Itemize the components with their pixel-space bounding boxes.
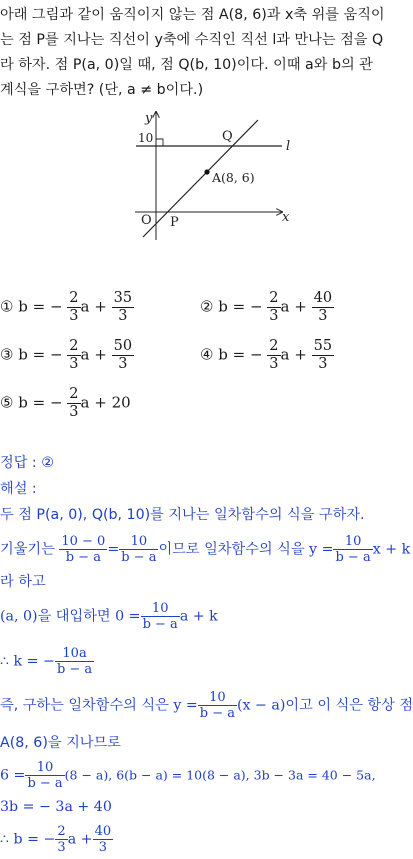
solution-line-2: 기울기는 $\frac{10 - 0}{b - a}$ = $\frac{10}{b - a}$ 이므로 일차함수의 식을 y = $\frac{10}{b - a}$ x + k — [0, 534, 411, 565]
point-q-label: Q — [222, 129, 233, 144]
choice-lhs: b = − — [18, 345, 63, 364]
solution-line-10: ∴ b = − $\frac{2}{3}$ a + $\frac{40}{3}$ — [0, 824, 112, 855]
choice-mid: a + 20 — [80, 393, 131, 412]
fraction: $\frac{2}{3}$ — [69, 338, 79, 372]
solution-line-1: 두 점 P(a, 0), Q(b, 10)를 지나는 일차함수의 식을 구하자. — [0, 507, 365, 523]
choice-lhs: b = − — [18, 393, 63, 412]
fraction: $\frac{40}{3}$ — [313, 290, 333, 324]
fraction: $\frac{2}{3}$ — [69, 386, 79, 420]
solution-heading: 해설 : — [0, 481, 37, 497]
right-angle-mark — [156, 139, 163, 146]
fraction: $\frac{35}{3}$ — [113, 290, 133, 324]
fraction: $\frac{2}{3}$ — [69, 290, 79, 324]
point-a-dot — [204, 169, 209, 174]
solution-line-6: 즉, 구하는 일차함수의 식은 y = $\frac{10}{b - a}$ (x − a)이고 이 식은 항상 점 — [0, 690, 413, 721]
point-p-label: P — [170, 215, 179, 230]
solution-line-7: A(8, 6)을 지나므로 — [0, 735, 121, 751]
line-l-label: l — [286, 139, 291, 154]
fraction: $\frac{2}{3}$ — [269, 338, 279, 372]
origin-label: O — [141, 213, 152, 228]
fraction: $\frac{50}{3}$ — [113, 338, 133, 372]
solution-line-9: 3b = − 3a + 40 — [0, 799, 112, 815]
choice-4[interactable] — [200, 338, 334, 373]
choice-5[interactable] — [0, 386, 131, 421]
choice-lhs: b = − — [218, 297, 263, 316]
choice-mid: a + — [280, 297, 307, 316]
choice-3[interactable] — [0, 338, 134, 373]
choice-mark: ⑤ — [0, 393, 14, 412]
fraction: $\frac{2}{3}$ — [269, 290, 279, 324]
choice-mark: ④ — [200, 345, 214, 364]
coordinate-figure — [0, 0, 400, 250]
choice-mid: a + — [80, 345, 107, 364]
choice-1[interactable] — [0, 290, 134, 325]
problem-line-1: 아래 그림과 같이 움직이지 않는 점 A(8, 6)과 x축 위를 움직이 — [0, 7, 385, 23]
solution-line-5: ∴ k = − $\frac{10a}{b - a}$ — [0, 646, 93, 677]
answer-line: 정답 : ② — [0, 455, 54, 471]
solution-line-3: 라 하고 — [0, 574, 46, 590]
choice-mark: ③ — [0, 345, 14, 364]
problem-line-3: 라 하자. 점 P(a, 0)일 때, 점 Q(b, 10)이다. 이때 a와 b의 관 — [0, 57, 373, 73]
choice-lhs: b = − — [218, 345, 263, 364]
x-axis-label: x — [282, 210, 290, 225]
fraction: $\frac{55}{3}$ — [313, 338, 333, 372]
problem-line-4: 계식을 구하면? (단, a ≠ b이다.) — [0, 82, 204, 98]
choice-mark: ② — [200, 297, 214, 316]
solution-line-4: (a, 0)을 대입하면 0 = $\frac{10}{b - a}$ a + k — [0, 601, 218, 632]
choice-lhs: b = − — [18, 297, 63, 316]
solution-line-8: 6 = $\frac{10}{b - a}$ (8 − a), 6(b − a) = 10(8 − a), 3b − 3a = 40 − 5a, — [0, 760, 376, 791]
problem-line-2: 는 점 P를 지나는 직선이 y축에 수직인 직선 l과 만나는 점을 Q — [0, 32, 384, 48]
point-a-label: A(8, 6) — [212, 170, 255, 185]
tick-10-label: 10 — [138, 131, 154, 145]
y-axis-label: y — [145, 111, 153, 126]
choice-mark: ① — [0, 297, 14, 316]
choice-mid: a + — [80, 297, 107, 316]
choice-mid: a + — [280, 345, 307, 364]
choice-2[interactable] — [200, 290, 334, 325]
